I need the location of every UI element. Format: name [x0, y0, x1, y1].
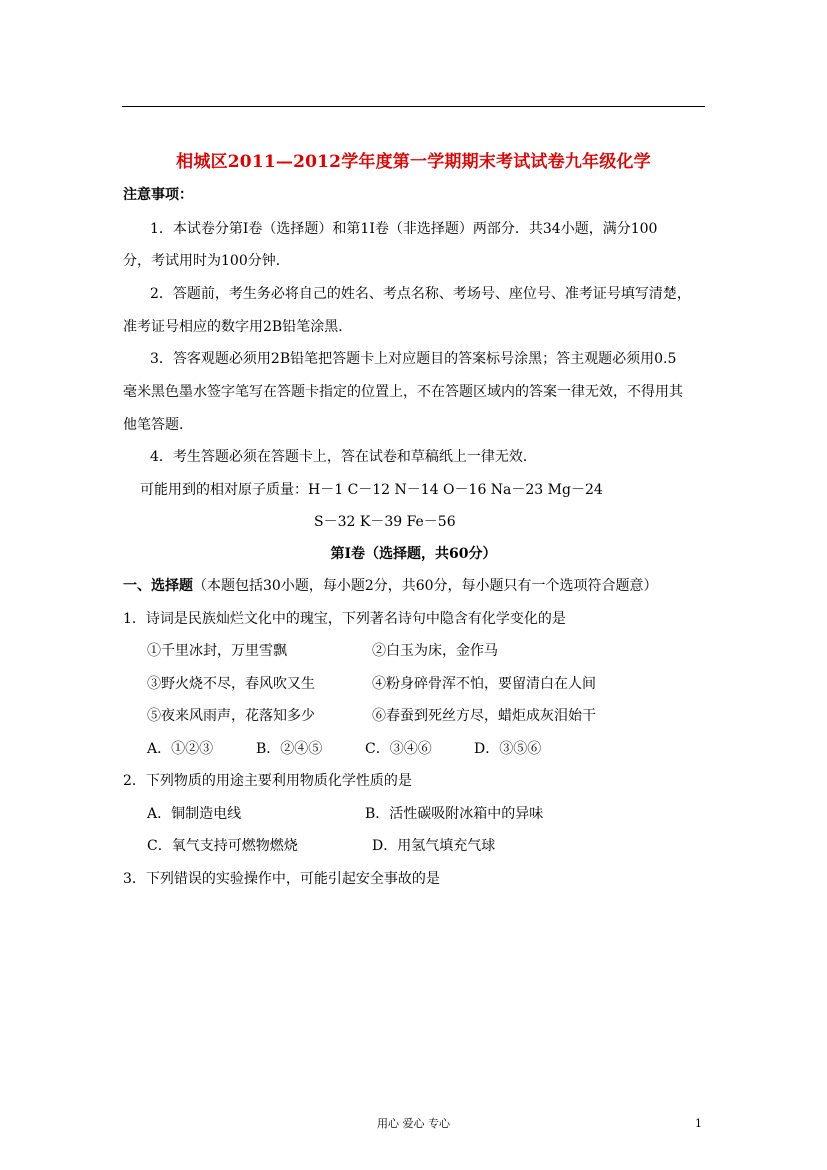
- q1-option-b: B．②④⑤: [256, 741, 323, 757]
- q2-option-b: B．活性碳吸附冰箱中的异味: [365, 806, 544, 822]
- q1-poem-3: ③野火烧不尽，春风吹又生: [147, 676, 315, 692]
- note-2-line-2: 准考证号相应的数字用2B铅笔涂黑．: [123, 319, 353, 335]
- atomic-mass-line-1: 可能用到的相对原子质量：H－1 C－12 N－14 O－16 Na－23 Mg－24: [140, 482, 603, 498]
- header-rule: [122, 106, 705, 107]
- part-1-description: （本题包括30小题，每小题2分，共60分，每小题只有一个选项符合题意）: [193, 578, 658, 594]
- atomic-mass-line-2: S－32 K－39 Fe－56: [314, 514, 456, 530]
- note-1-line-2: 分，考试用时为100分钟．: [123, 253, 290, 269]
- note-3-line-3: 他笔答题．: [123, 417, 193, 433]
- notes-heading: 注意事项：: [123, 187, 193, 203]
- q1-poem-4: ④粉身碎骨浑不怕，要留清白在人间: [372, 676, 596, 692]
- q2-option-c: C．氧气支持可燃物燃烧: [147, 838, 298, 854]
- exam-title: 相城区2011—2012学年度第一学期期末考试试卷九年级化学: [176, 152, 651, 172]
- question-3-stem: 3．下列错误的实验操作中，可能引起安全事故的是: [123, 871, 440, 887]
- section-title: 第Ⅰ卷（选择题，共60分）: [330, 546, 497, 562]
- q1-option-c: C．③④⑥: [365, 741, 432, 757]
- note-1-line-1: 1．本试卷分第Ⅰ卷（选择题）和第1I卷（非选择题）两部分．共34小题，满分100: [150, 221, 658, 237]
- part-1-header: [123, 577, 658, 595]
- note-2-line-1: 2．答题前，考生务必将自己的姓名、考点名称、考场号、座位号、准考证号填写清楚，: [150, 286, 691, 302]
- note-3-line-1: 3．答客观题必须用2B铅笔把答题卡上对应题目的答案标号涂黑；答主观题必须用0.5: [150, 351, 677, 367]
- q1-option-d: D．③⑤⑥: [474, 741, 542, 757]
- question-1-stem: 1．诗词是民族灿烂文化中的瑰宝，下列著名诗句中隐含有化学变化的是: [123, 611, 566, 627]
- q2-option-d: D．用氢气填充气球: [372, 838, 496, 854]
- q1-poem-6: ⑥春蚕到死丝方尽，蜡炬成灰泪始干: [372, 708, 596, 724]
- note-3-line-2: 毫米黑色墨水签字笔写在答题卡指定的位置上，不在答题区域内的答案一律无效，不得用其: [123, 384, 683, 400]
- q2-option-a: A．铜制造电线: [147, 806, 242, 822]
- q1-poem-1: ①千里冰封，万里雪飘: [147, 643, 287, 659]
- page-footer: 用心 爱心 专心: [377, 1117, 450, 1130]
- question-2-stem: 2．下列物质的用途主要利用物质化学性质的是: [123, 773, 412, 789]
- page-number: 1: [695, 1117, 702, 1130]
- q1-option-a: A．①②③: [147, 741, 214, 757]
- q1-poem-2: ②白玉为床，金作马: [372, 643, 498, 659]
- q1-poem-5: ⑤夜来风雨声，花落知多少: [147, 708, 315, 724]
- part-1-heading: 一、选择题: [123, 578, 193, 594]
- note-4: 4．考生答题必须在答题卡上，答在试卷和草稿纸上一律无效．: [150, 449, 537, 465]
